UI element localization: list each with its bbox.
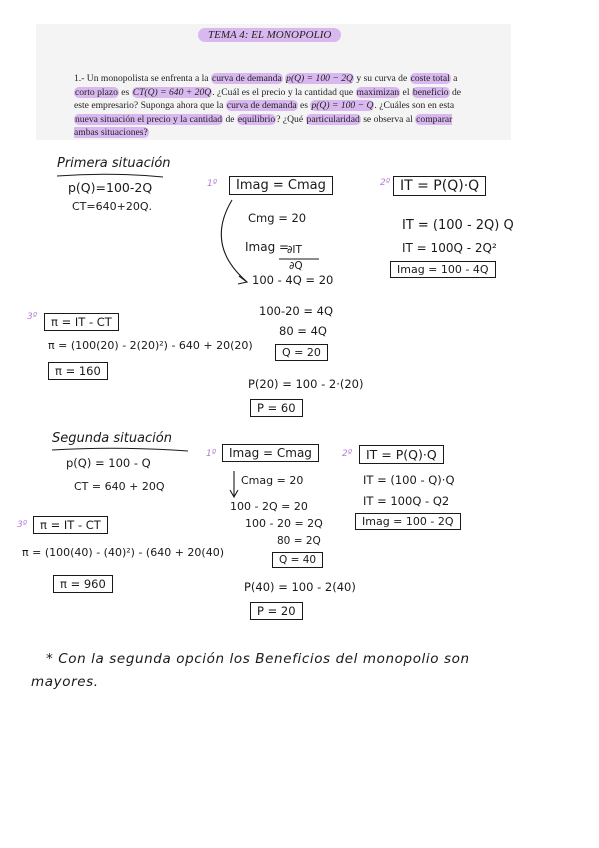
fraction-numerator: ∂IT [287,244,302,256]
profit-calculation-2: π = (100(40) - (40)²) - (640 + 20(40) [22,546,224,559]
profit-formula-box: π = IT - CT [44,313,119,331]
highlight: beneficio [412,86,449,98]
problem-text-part: se observa al [360,113,416,125]
highlight: equilibrio [237,113,276,125]
it-expansion-2-2: IT = 100Q - Q2 [363,494,450,508]
problem-text-part: es [118,86,132,98]
problem-text-part: 1.- Un monopolista se enfrenta a la [74,73,211,84]
condition-box: Imag = Cmag [229,176,333,195]
profit-calculation: π = (100(20) - 2(20)²) - 640 + 20(20) [48,339,253,352]
section-title-2: Segunda situación [52,431,172,446]
highlight: comparar ambas situaciones? [74,113,453,139]
problem-text-part: a [450,73,458,84]
problem-text-part: es [297,100,311,112]
condition-box-2: Imag = Cmag [222,444,319,462]
solve-step-2: 80 = 4Q [279,324,327,338]
section-title-1: Primera situación [57,156,171,171]
price-calculation: P(20) = 100 - 2·(20) [248,377,364,391]
conclusion-line-2: mayores. [31,674,99,690]
cmag-equation-2: Cmag = 20 [241,474,304,487]
price-result-box: P = 60 [250,399,303,417]
it-expansion-2-1: IT = (100 - Q)·Q [363,473,455,487]
problem-text-part: . ¿Cuál es el precio y la cantidad que [212,86,356,98]
price-calculation-2: P(40) = 100 - 2(40) [244,580,356,594]
profit-result-box: π = 160 [48,362,108,380]
problem-text-part: ? ¿Qué [276,113,306,125]
problem-text-part: . ¿Cuáles son en esta [374,100,455,112]
title-underline-1 [57,174,163,177]
demand-function-2: p(Q) = 100 − Q [311,100,374,112]
problem-text-part: el [400,86,412,98]
step-number: 1º [206,449,216,459]
step-number: 3º [17,520,27,530]
cost-equation-2: CT = 640 + 20Q [74,480,165,493]
q-result-box: Q = 20 [275,344,328,361]
profit-formula-box-2: π = IT - CT [33,516,108,534]
marginal-equation: 100 - 4Q = 20 [252,273,334,287]
highlight: curva de demanda [211,73,282,84]
it-expansion-2: IT = 100Q - 2Q² [402,241,497,255]
arrow-line-1 [221,200,246,281]
page-title: TEMA 4: EL MONOPOLIO [198,28,341,42]
problem-text-part: y su curva de [353,73,410,84]
highlight: curva de demanda [226,100,297,112]
title-underline-2 [52,448,188,451]
highlight: maximizan [356,86,400,98]
step-number: 2º [342,449,352,459]
q-result-box-2: Q = 40 [272,552,323,568]
highlight: coste total [410,73,450,84]
solve-step-2-2: 80 = 2Q [277,535,321,547]
profit-result-box-2: π = 960 [53,575,113,593]
marginal-equation-2: 100 - 2Q = 20 [230,500,308,513]
price-result-box-2: P = 20 [250,602,303,620]
solve-step-1: 100-20 = 4Q [259,304,334,318]
imag-result-box-2: Imag = 100 - 2Q [355,513,461,530]
problem-text-part: de [223,113,237,125]
demand-function: p(Q) = 100 − 2Q [286,73,353,84]
demand-equation: p(Q)=100-2Q [68,180,153,195]
cost-equation: CT=640+20Q. [72,200,152,213]
demand-equation-2: p(Q) = 100 - Q [66,456,151,470]
problem-text-part: de este empresario? Suponga ahora que la [74,86,462,112]
it-box-2: IT = P(Q)·Q [359,445,444,464]
step-number: 2º [380,178,390,188]
fraction-denominator: ∂Q [289,260,303,272]
solve-step-2-1: 100 - 20 = 2Q [245,517,323,530]
it-expansion-1: IT = (100 - 2Q) Q [402,218,514,233]
imag-lhs: Imag = [245,240,290,254]
cost-function: CT(Q) = 640 + 20Q [132,86,212,98]
highlight: nueva situación el precio y la cantidad [75,113,223,125]
cmg-equation: Cmg = 20 [248,211,307,225]
step-number: 3º [27,312,37,322]
conclusion-line-1: * Con la segunda opción los Beneficios del monopolio son [46,651,470,667]
highlight: corto plazo [75,86,118,98]
it-box: IT = P(Q)·Q [393,176,486,196]
imag-result-box: Imag = 100 - 4Q [390,261,496,278]
highlight: particularidad [306,113,360,125]
step-number: 1º [207,179,217,189]
